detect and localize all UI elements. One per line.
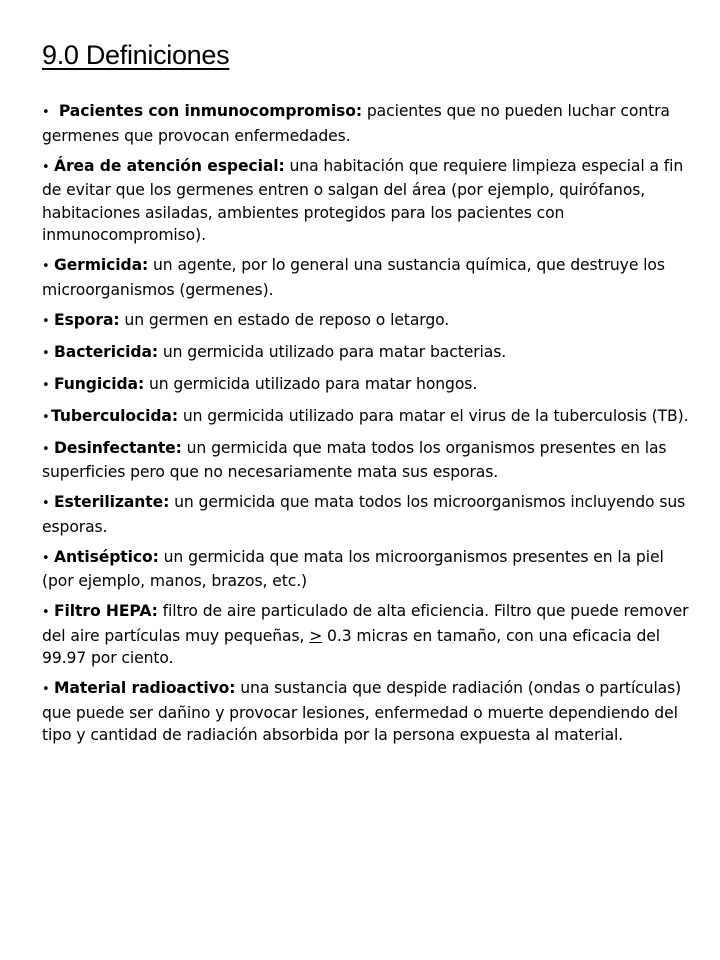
definition-text: un germicida utilizado para matar hongos. [144,374,478,393]
definition-material-radioactivo [42,677,692,747]
definition-term: Pacientes con inmunocompromiso: [58,102,362,120]
definition-germicida [42,254,692,301]
bullet-icon: • [42,313,50,329]
definition-text: un germicida utilizado para matar bacterias. [158,342,507,361]
bullet-icon: • [42,345,50,361]
bullet-icon: • [42,105,50,120]
definition-antiseptico [42,546,692,593]
definition-text: pacientes que no pueden luchar contra germenes que provocan enfermedades. [42,102,670,145]
definition-fungicida [42,373,692,398]
definition-desinfectante [42,437,692,484]
definition-espora [42,309,692,334]
definition-term: Material radioactivo: [54,679,236,697]
definition-text-after: 0.3 micras en tamaño, con una eficacia del 99.97 por ciento. [42,626,660,667]
bullet-icon: • [42,605,50,620]
definition-text: un germen en estado de reposo o letargo. [119,310,450,329]
definition-term: Fungicida: [54,374,145,393]
definition-text: una sustancia que despide radiación (ondas o partículas) que puede ser dañino y provocar lesiones, enfermedad o muerte dependiendo del tipo y cantidad de radiación absorbida por la persona expuesta al material. [42,679,682,744]
bullet-icon: • [42,409,50,425]
bullet-icon: • [42,496,50,511]
definition-text: un germicida que mata todos los microorganismos incluyendo sus esporas. [42,493,686,536]
definition-term: Filtro HEPA: [54,602,158,620]
bullet-icon: • [42,682,50,697]
greater-or-equal-symbol: > [309,626,323,645]
definition-term: Espora: [54,310,120,329]
definition-text: una habitación que requiere limpieza especial a fin de evitar que los germenes entren o salgan del área (por ejemplo, quirófanos, habitaciones asiladas, ambientes protegidos para los pacientes con inmunocompromiso). [42,156,684,244]
definitions-list [42,100,692,747]
definition-inmunocompromiso [42,100,692,147]
bullet-icon: • [42,159,50,175]
definition-area-atencion-especial [42,155,692,247]
definition-term: Desinfectante: [54,438,182,457]
definition-tuberculocida [42,405,692,430]
definition-text: un agente, por lo general una sustancia química, que destruye los microorganismos (germenes). [42,256,665,299]
definition-filtro-hepa [42,600,692,670]
definition-esterilizante [42,491,692,538]
definition-term: Tuberculocida: [51,406,178,425]
bullet-icon: • [42,441,50,457]
definition-text: un germicida que mata todos los organismos presentes en las superficies pero que no necesariamente mata sus esporas. [42,438,667,481]
page-title: 9.0 Definiciones [42,40,230,70]
bullet-icon: • [42,259,50,274]
definition-bactericida [42,341,692,366]
bullet-icon: • [42,377,50,393]
definition-term: Área de atención especial: [54,156,285,175]
definition-term: Antiséptico: [54,547,159,566]
definition-text: un germicida utilizado para matar el virus de la tuberculosis (TB). [177,406,689,425]
definition-term: Esterilizante: [54,493,170,511]
definition-term: Bactericida: [54,342,159,361]
bullet-icon: • [42,550,50,566]
definition-term: Germicida: [54,256,149,274]
document-page [42,38,692,754]
definition-text: filtro de aire particulado de alta eficiencia. Filtro que puede remover del aire partículas muy pequeñas, [42,602,689,645]
definition-text: un germicida que mata los microorganismos presentes en la piel (por ejemplo, manos, brazos, etc.) [42,547,664,590]
